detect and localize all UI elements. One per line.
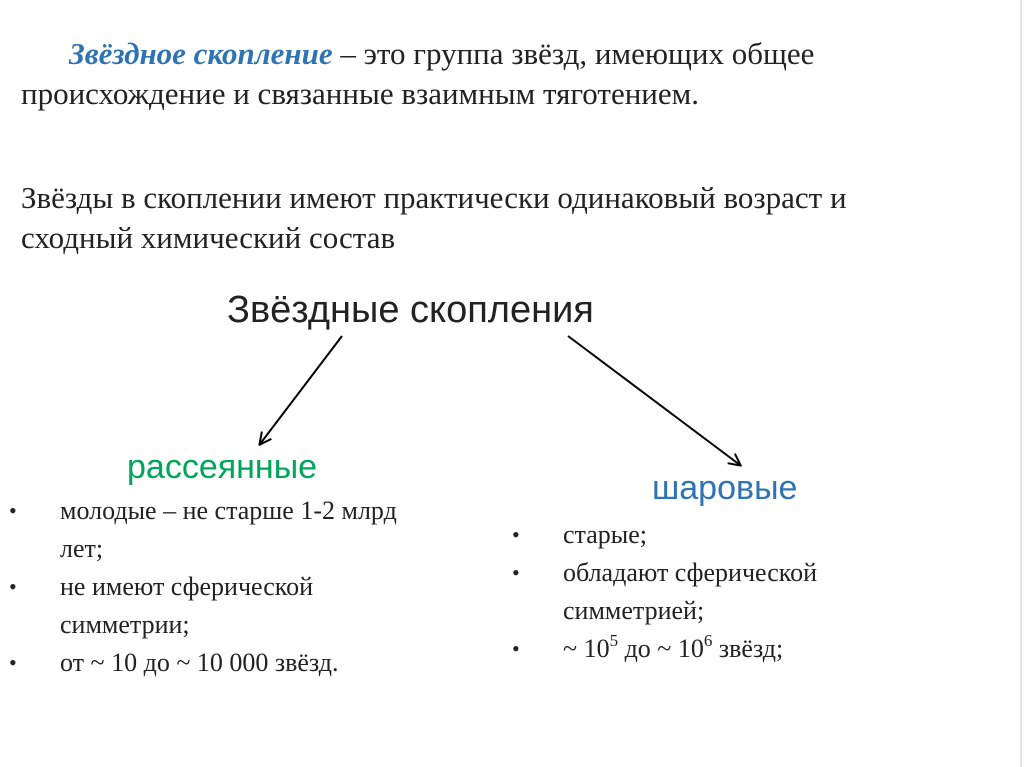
bullet-icon: • <box>9 498 17 523</box>
list-item-text: от ~ 10 до ~ 10 000 звёзд. <box>60 648 339 677</box>
list-item <box>508 554 928 630</box>
list-item <box>5 568 445 644</box>
main-heading: Звёздные скопления <box>227 289 594 331</box>
properties-paragraph: Звёзды в скоплении имеют практически одинаковый возраст и сходный химический состав <box>21 180 847 255</box>
list-item-text: не имеют сферической симметрии; <box>60 572 313 639</box>
bullet-icon: • <box>512 522 520 547</box>
bullet-icon: • <box>9 650 17 675</box>
exponent-max: 6 <box>703 631 713 650</box>
bullet-icon: • <box>512 560 520 585</box>
definition-text: – это группа звёзд, имеющих общее происхождение и связанные взаимным тяготением. <box>21 36 815 111</box>
count-middle: до ~ 10 <box>618 634 704 663</box>
list-item-text <box>563 631 784 663</box>
globular-heading: шаровые <box>652 469 798 507</box>
list-item <box>5 492 445 568</box>
bullet-icon: • <box>9 574 17 599</box>
list-item <box>508 516 928 554</box>
arrow-to-globular <box>568 336 740 465</box>
list-item-text: молодые – не старше 1-2 млрд лет; <box>60 496 397 563</box>
list-item-text: обладают сферической симметрией; <box>563 558 817 625</box>
list-item-text: старые; <box>563 520 647 549</box>
scattered-properties <box>5 492 445 682</box>
list-item <box>5 644 445 682</box>
exponent-min: 5 <box>609 631 619 650</box>
bullet-icon: • <box>512 636 520 661</box>
scattered-heading: рассеянные <box>127 448 318 486</box>
globular-properties <box>508 516 928 668</box>
definition-term: Звёздное скопление <box>69 36 333 71</box>
arrow-to-scattered <box>260 336 342 444</box>
count-suffix: звёзд; <box>712 634 784 663</box>
list-item <box>508 630 928 668</box>
count-prefix: ~ 10 <box>563 634 610 663</box>
